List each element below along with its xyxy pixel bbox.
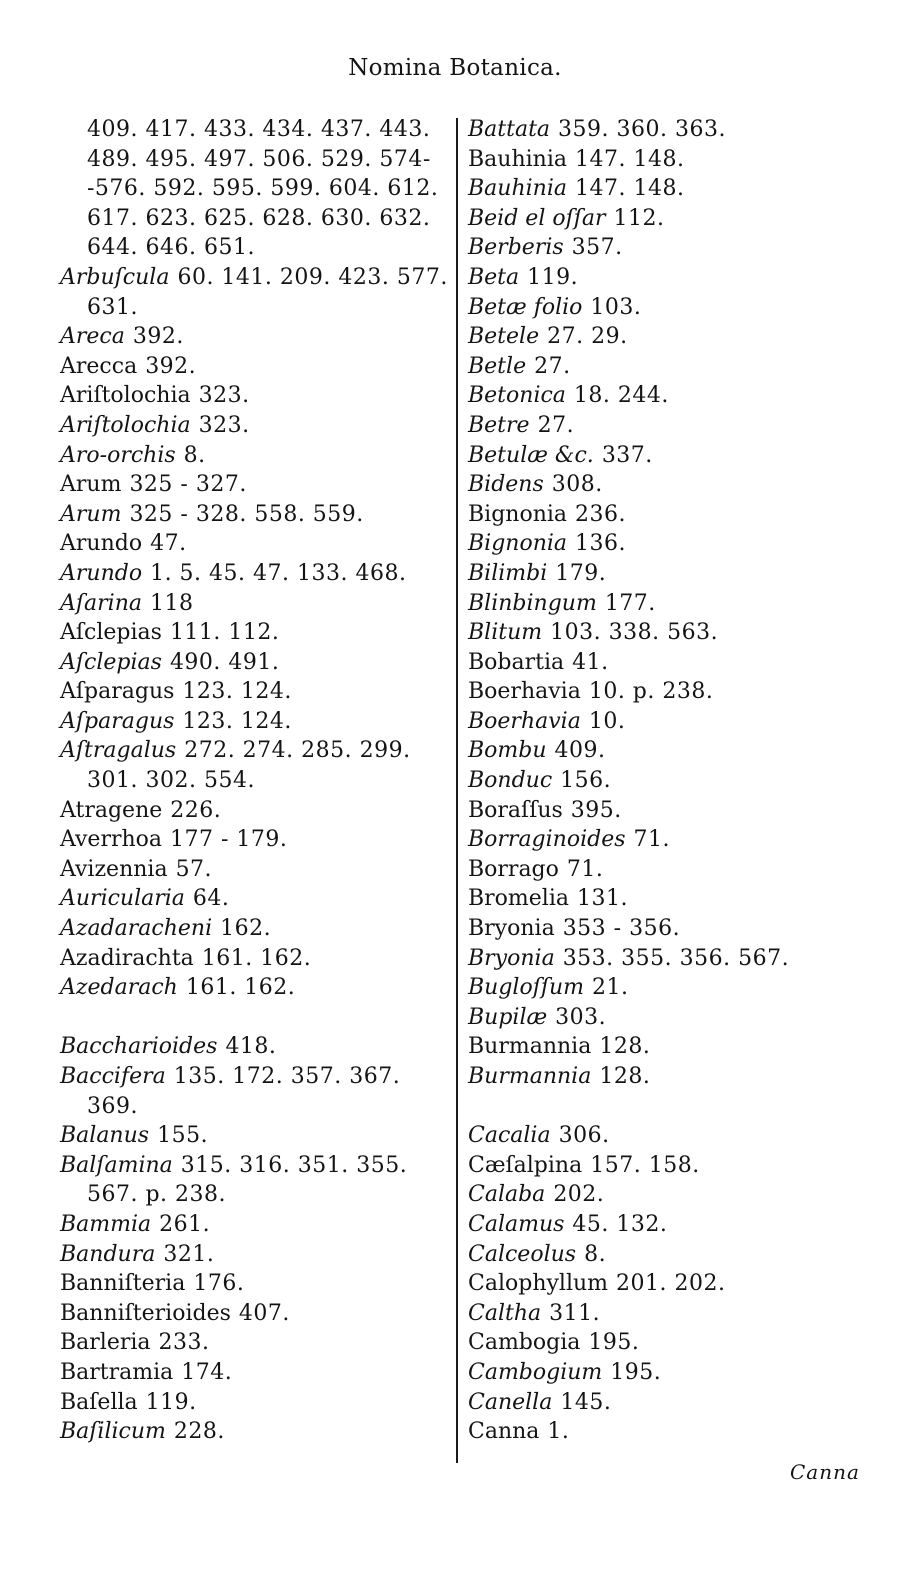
page-references: 195.: [588, 1330, 640, 1356]
index-entry: [468, 441, 888, 471]
index-entry: [60, 677, 455, 707]
page-references: 155.: [157, 1123, 209, 1149]
index-entry: [468, 1032, 888, 1062]
page-references: 8.: [584, 1241, 607, 1267]
index-entry: [60, 1358, 455, 1388]
page-references: 157. 158.: [590, 1152, 700, 1178]
index-entry: [468, 677, 888, 707]
index-entry: [468, 1240, 888, 1270]
index-entry: [60, 1299, 455, 1329]
plant-name: Cacalia: [468, 1123, 551, 1149]
page-references: 136.: [575, 531, 627, 557]
plant-name: Burmannia: [468, 1064, 592, 1089]
index-entry: [60, 796, 455, 826]
plant-name: Beta: [468, 264, 520, 290]
page-title: Nomina Botanica.: [348, 55, 562, 81]
page-references: 303.: [555, 1004, 607, 1030]
plant-name: Bauhinia: [468, 176, 567, 202]
page-references: 321.: [163, 1241, 215, 1267]
page-references: 337.: [601, 442, 653, 468]
index-entry: [468, 736, 888, 766]
index-entry: [60, 500, 455, 530]
page-references: 147. 148.: [574, 176, 685, 202]
plant-name: Cambogium: [468, 1359, 603, 1385]
plant-name: Berberis: [468, 235, 564, 261]
index-entry: [468, 796, 888, 826]
plant-name: Azadirachta: [60, 945, 194, 971]
page-references: 112.: [613, 205, 665, 231]
page-references: 174.: [181, 1359, 233, 1385]
plant-name: Calaba: [468, 1182, 546, 1208]
index-entry: [60, 825, 455, 855]
page-references: 325 - 328. 558. 559.: [129, 501, 364, 527]
index-entry: [468, 1003, 888, 1033]
plant-name: Atragene: [60, 797, 163, 823]
section-gap: [60, 1003, 455, 1033]
page-references: 10. p. 238.: [588, 679, 714, 705]
page-references: 1. 5. 45. 47. 133. 468.: [150, 560, 407, 586]
plant-name: Bignonia: [468, 501, 568, 527]
page-references: 195.: [610, 1359, 662, 1385]
page-references: 233.: [158, 1330, 210, 1356]
index-column-left: [60, 115, 455, 1447]
plant-name: Boraſſus: [468, 797, 563, 823]
page-references: 261.: [159, 1211, 211, 1237]
index-entry: [468, 145, 888, 175]
index-entry: [468, 559, 888, 589]
plant-name: Bobartia: [468, 649, 565, 675]
index-entry: [468, 500, 888, 530]
plant-name: Aſparagus: [60, 708, 175, 734]
index-entry-continuation: [60, 174, 455, 204]
index-entry: [60, 944, 455, 974]
plant-name: Calceolus: [468, 1241, 577, 1267]
plant-name: Calamus: [468, 1211, 565, 1237]
page-references: 311.: [549, 1300, 601, 1326]
index-entry: [468, 1210, 888, 1240]
plant-name: Boerhavia: [468, 708, 581, 734]
plant-name: Averrhoa: [60, 827, 163, 853]
plant-name: Betonica: [468, 383, 566, 409]
plant-name: Aſparagus: [60, 679, 175, 705]
page-references: 301. 302. 554.: [87, 768, 255, 794]
plant-name: Boerhavia: [468, 679, 581, 705]
plant-name: Bidens: [468, 472, 544, 498]
index-entry: [468, 1388, 888, 1418]
plant-name: Banniſterioides: [60, 1300, 231, 1326]
plant-name: Aſclepias: [60, 649, 162, 675]
index-entry: [60, 884, 455, 914]
page-references: 179.: [555, 560, 607, 586]
plant-name: Calophyllum: [468, 1271, 609, 1297]
plant-name: Arecca: [60, 353, 138, 379]
index-entry-continuation: [60, 766, 455, 796]
index-entry: [60, 618, 455, 648]
page-references: 27. 29.: [547, 324, 628, 350]
column-divider: [456, 118, 458, 1463]
index-entry: [468, 884, 888, 914]
plant-name: Betulæ &c.: [468, 442, 594, 468]
page-references: 306.: [558, 1123, 610, 1149]
plant-name: Arbuſcula: [60, 264, 170, 290]
page-references: 161. 162.: [185, 975, 296, 1001]
page-references: 359. 360. 363.: [558, 117, 726, 142]
index-entry: [468, 1328, 888, 1358]
index-entry: [60, 589, 455, 619]
index-entry: [468, 293, 888, 323]
plant-name: Bombu: [468, 738, 547, 764]
page-references: 236.: [575, 501, 627, 527]
index-entry: [468, 707, 888, 737]
plant-name: Blitum: [468, 620, 543, 646]
section-gap: [468, 1092, 888, 1122]
plant-name: Bacchariοides: [60, 1034, 218, 1060]
index-entry: [60, 1062, 455, 1092]
plant-name: Bupilæ: [468, 1004, 548, 1030]
plant-name: Borraginoides: [468, 827, 626, 853]
index-entry: [468, 115, 888, 145]
index-entry: [60, 973, 455, 1003]
plant-name: Cæſalpina: [468, 1152, 583, 1178]
page-references: 631.: [87, 294, 138, 320]
index-entry-continuation: [60, 293, 455, 323]
page-references: 60. 141. 209. 423. 577.: [177, 264, 448, 290]
index-entry: [468, 1417, 888, 1447]
plant-name: Bartramia: [60, 1359, 174, 1385]
index-entry: [468, 381, 888, 411]
page-references: 357.: [571, 235, 623, 261]
plant-name: Aſtragalus: [60, 738, 177, 764]
page-references: 369.: [87, 1093, 138, 1119]
page-references: 177.: [604, 590, 656, 616]
plant-name: Auricularia: [60, 886, 185, 912]
page-references: 27.: [537, 412, 575, 438]
index-entry: [60, 1240, 455, 1270]
plant-name: Baccifera: [60, 1064, 166, 1089]
page-references: 489. 495. 497. 506. 529. 574-: [87, 146, 431, 172]
page-references: 123. 124.: [182, 708, 292, 734]
page-references: 407.: [238, 1300, 290, 1326]
page-references: 644. 646. 651.: [87, 235, 255, 261]
plant-name: Borrago: [468, 856, 559, 882]
page-references: 128.: [599, 1034, 651, 1060]
index-entry: [60, 559, 455, 589]
page-references: 176.: [193, 1271, 245, 1297]
plant-name: Arum: [60, 472, 122, 498]
page-references: 202.: [553, 1182, 605, 1208]
plant-name: Aſarina: [60, 590, 142, 616]
page-references: 10.: [588, 708, 626, 734]
index-entry: [468, 973, 888, 1003]
index-entry-continuation: [60, 115, 455, 145]
page-references: 353 - 356.: [562, 916, 681, 942]
plant-name: Bauhinia: [468, 146, 567, 172]
page-references: 18. 244.: [573, 383, 669, 409]
page-references: 226.: [170, 797, 222, 823]
index-entry-continuation: [60, 145, 455, 175]
plant-name: Azedarach: [60, 975, 178, 1001]
plant-name: Bammia: [60, 1211, 152, 1237]
plant-name: Banniſteria: [60, 1271, 186, 1297]
index-entry: [468, 233, 888, 263]
index-entry: [60, 411, 455, 441]
plant-name: Burmannia: [468, 1034, 592, 1060]
page-references: 392.: [145, 353, 197, 379]
index-entry: [468, 1151, 888, 1181]
index-entry: [468, 944, 888, 974]
page-references: 71.: [566, 856, 604, 882]
index-entry: [60, 1121, 455, 1151]
plant-name: Canna: [468, 1419, 540, 1445]
plant-name: Baſilicum: [60, 1419, 166, 1445]
page-references: 119.: [145, 1389, 197, 1415]
index-entry: [60, 1269, 455, 1299]
plant-name: Arundo: [60, 531, 143, 557]
page-references: 272. 274. 285. 299.: [184, 738, 411, 764]
plant-name: Aſclepias: [60, 620, 162, 646]
page-references: 323.: [198, 383, 250, 409]
page-references: 145.: [560, 1389, 612, 1415]
plant-name: Bandura: [60, 1241, 156, 1267]
page-references: 308.: [551, 472, 603, 498]
plant-name: Betele: [468, 324, 540, 350]
index-entry: [468, 766, 888, 796]
plant-name: Betle: [468, 353, 527, 379]
plant-name: Beid el oſſar: [468, 205, 606, 231]
index-entry: [60, 1032, 455, 1062]
index-entry: [468, 1121, 888, 1151]
catchword: Canna: [790, 1460, 860, 1484]
index-entry: [468, 470, 888, 500]
index-entry: [60, 1151, 455, 1181]
page-references: 228.: [173, 1419, 225, 1445]
plant-name: Bryonia: [468, 916, 555, 942]
page-references: 71.: [633, 827, 671, 853]
page-references: 162.: [220, 916, 272, 942]
page-references: 323.: [198, 412, 250, 438]
index-entry: [468, 411, 888, 441]
page-references: 57.: [175, 856, 213, 882]
plant-name: Baſella: [60, 1389, 138, 1415]
page-references: 409. 417. 433. 434. 437. 443.: [87, 117, 431, 142]
page-references: 128.: [599, 1064, 651, 1089]
plant-name: Canella: [468, 1389, 553, 1415]
plant-name: Ariſtolochia: [60, 383, 191, 409]
plant-name: Azadaracheni: [60, 916, 213, 942]
plant-name: Aro-orchis: [60, 442, 176, 468]
plant-name: Betæ folio: [468, 294, 583, 320]
index-entry: [60, 381, 455, 411]
index-entry: [468, 648, 888, 678]
index-entry: [60, 1210, 455, 1240]
page-references: -576. 592. 595. 599. 604. 612.: [87, 176, 439, 202]
page-references: 156.: [560, 768, 612, 794]
index-entry: [468, 855, 888, 885]
plant-name: Ariſtolochia: [60, 412, 191, 438]
page-references: 147. 148.: [574, 146, 685, 172]
plant-name: Caltha: [468, 1300, 542, 1326]
page-references: 8.: [183, 442, 206, 468]
index-entry: [468, 1062, 888, 1092]
index-entry: [60, 263, 455, 293]
plant-name: Bonduc: [468, 768, 553, 794]
index-entry-continuation: [60, 233, 455, 263]
page-references: 119.: [527, 264, 579, 290]
page-references: 41.: [572, 649, 609, 675]
index-entry: [468, 352, 888, 382]
plant-name: Bromelia: [468, 886, 569, 912]
page-references: 111. 112.: [169, 620, 280, 646]
page-references: 315. 316. 351. 355.: [180, 1152, 408, 1178]
index-entry: [60, 707, 455, 737]
page-references: 177 - 179.: [170, 827, 288, 853]
index-entry: [60, 648, 455, 678]
page-references: 131.: [577, 886, 628, 912]
index-entry: [60, 441, 455, 471]
plant-name: Betre: [468, 412, 530, 438]
index-entry: [468, 529, 888, 559]
plant-name: Bignonia: [468, 531, 568, 557]
plant-name: Arundo: [60, 560, 143, 586]
plant-name: Bilimbi: [468, 560, 548, 586]
index-entry: [468, 589, 888, 619]
page-references: 21.: [592, 975, 629, 1001]
index-entry: [468, 825, 888, 855]
page-references: 47.: [150, 531, 187, 557]
index-entry: [60, 322, 455, 352]
plant-name: Arum: [60, 501, 122, 527]
index-entry: [60, 1388, 455, 1418]
index-entry: [468, 204, 888, 234]
page-references: 161. 162.: [201, 945, 312, 971]
page-references: 567. p. 238.: [87, 1182, 227, 1208]
index-entry: [60, 470, 455, 500]
plant-name: Balſamina: [60, 1152, 173, 1178]
index-entry: [468, 174, 888, 204]
index-entry: [468, 1180, 888, 1210]
plant-name: Areca: [60, 324, 125, 350]
page-references: 1.: [547, 1419, 570, 1445]
index-entry: [468, 914, 888, 944]
plant-name: Bugloſſum: [468, 975, 585, 1001]
page-references: 201. 202.: [616, 1271, 726, 1297]
page-references: 103.: [590, 294, 642, 320]
index-entry: [60, 529, 455, 559]
page-references: 135. 172. 357. 367.: [173, 1064, 401, 1089]
index-entry: [468, 1299, 888, 1329]
page-references: 409.: [554, 738, 606, 764]
plant-name: Avizennia: [60, 856, 168, 882]
page-references: 118: [149, 590, 194, 616]
index-entry: [468, 1358, 888, 1388]
page-references: 392.: [132, 324, 184, 350]
page-references: 490. 491.: [169, 649, 280, 675]
index-column-right: [468, 115, 888, 1447]
index-entry: [468, 618, 888, 648]
page-references: 418.: [225, 1034, 277, 1060]
page-references: 395.: [570, 797, 622, 823]
index-entry: [60, 855, 455, 885]
plant-name: Balanus: [60, 1123, 150, 1149]
index-entry-continuation: [60, 204, 455, 234]
page-references: 64.: [192, 886, 230, 912]
page-references: 617. 623. 625. 628. 630. 632.: [87, 205, 431, 231]
page-references: 353. 355. 356. 567.: [562, 945, 790, 971]
page-references: 27.: [534, 353, 571, 379]
index-entry: [468, 263, 888, 293]
page-references: 123. 124.: [182, 679, 292, 705]
plant-name: Barleria: [60, 1330, 151, 1356]
plant-name: Battata: [468, 117, 551, 142]
index-entry: [60, 352, 455, 382]
page-references: 45. 132.: [572, 1211, 668, 1237]
index-entry: [60, 1328, 455, 1358]
index-entry: [468, 1269, 888, 1299]
page-references: 103. 338. 563.: [550, 620, 719, 646]
plant-name: Cambogia: [468, 1330, 581, 1356]
index-entry: [468, 322, 888, 352]
page-references: 325 - 327.: [129, 472, 247, 498]
index-entry-continuation: [60, 1180, 455, 1210]
index-entry: [60, 1417, 455, 1447]
index-entry: [60, 914, 455, 944]
plant-name: Blinbingum: [468, 590, 597, 616]
plant-name: Bryonia: [468, 945, 555, 971]
index-entry: [60, 736, 455, 766]
index-entry-continuation: [60, 1092, 455, 1122]
